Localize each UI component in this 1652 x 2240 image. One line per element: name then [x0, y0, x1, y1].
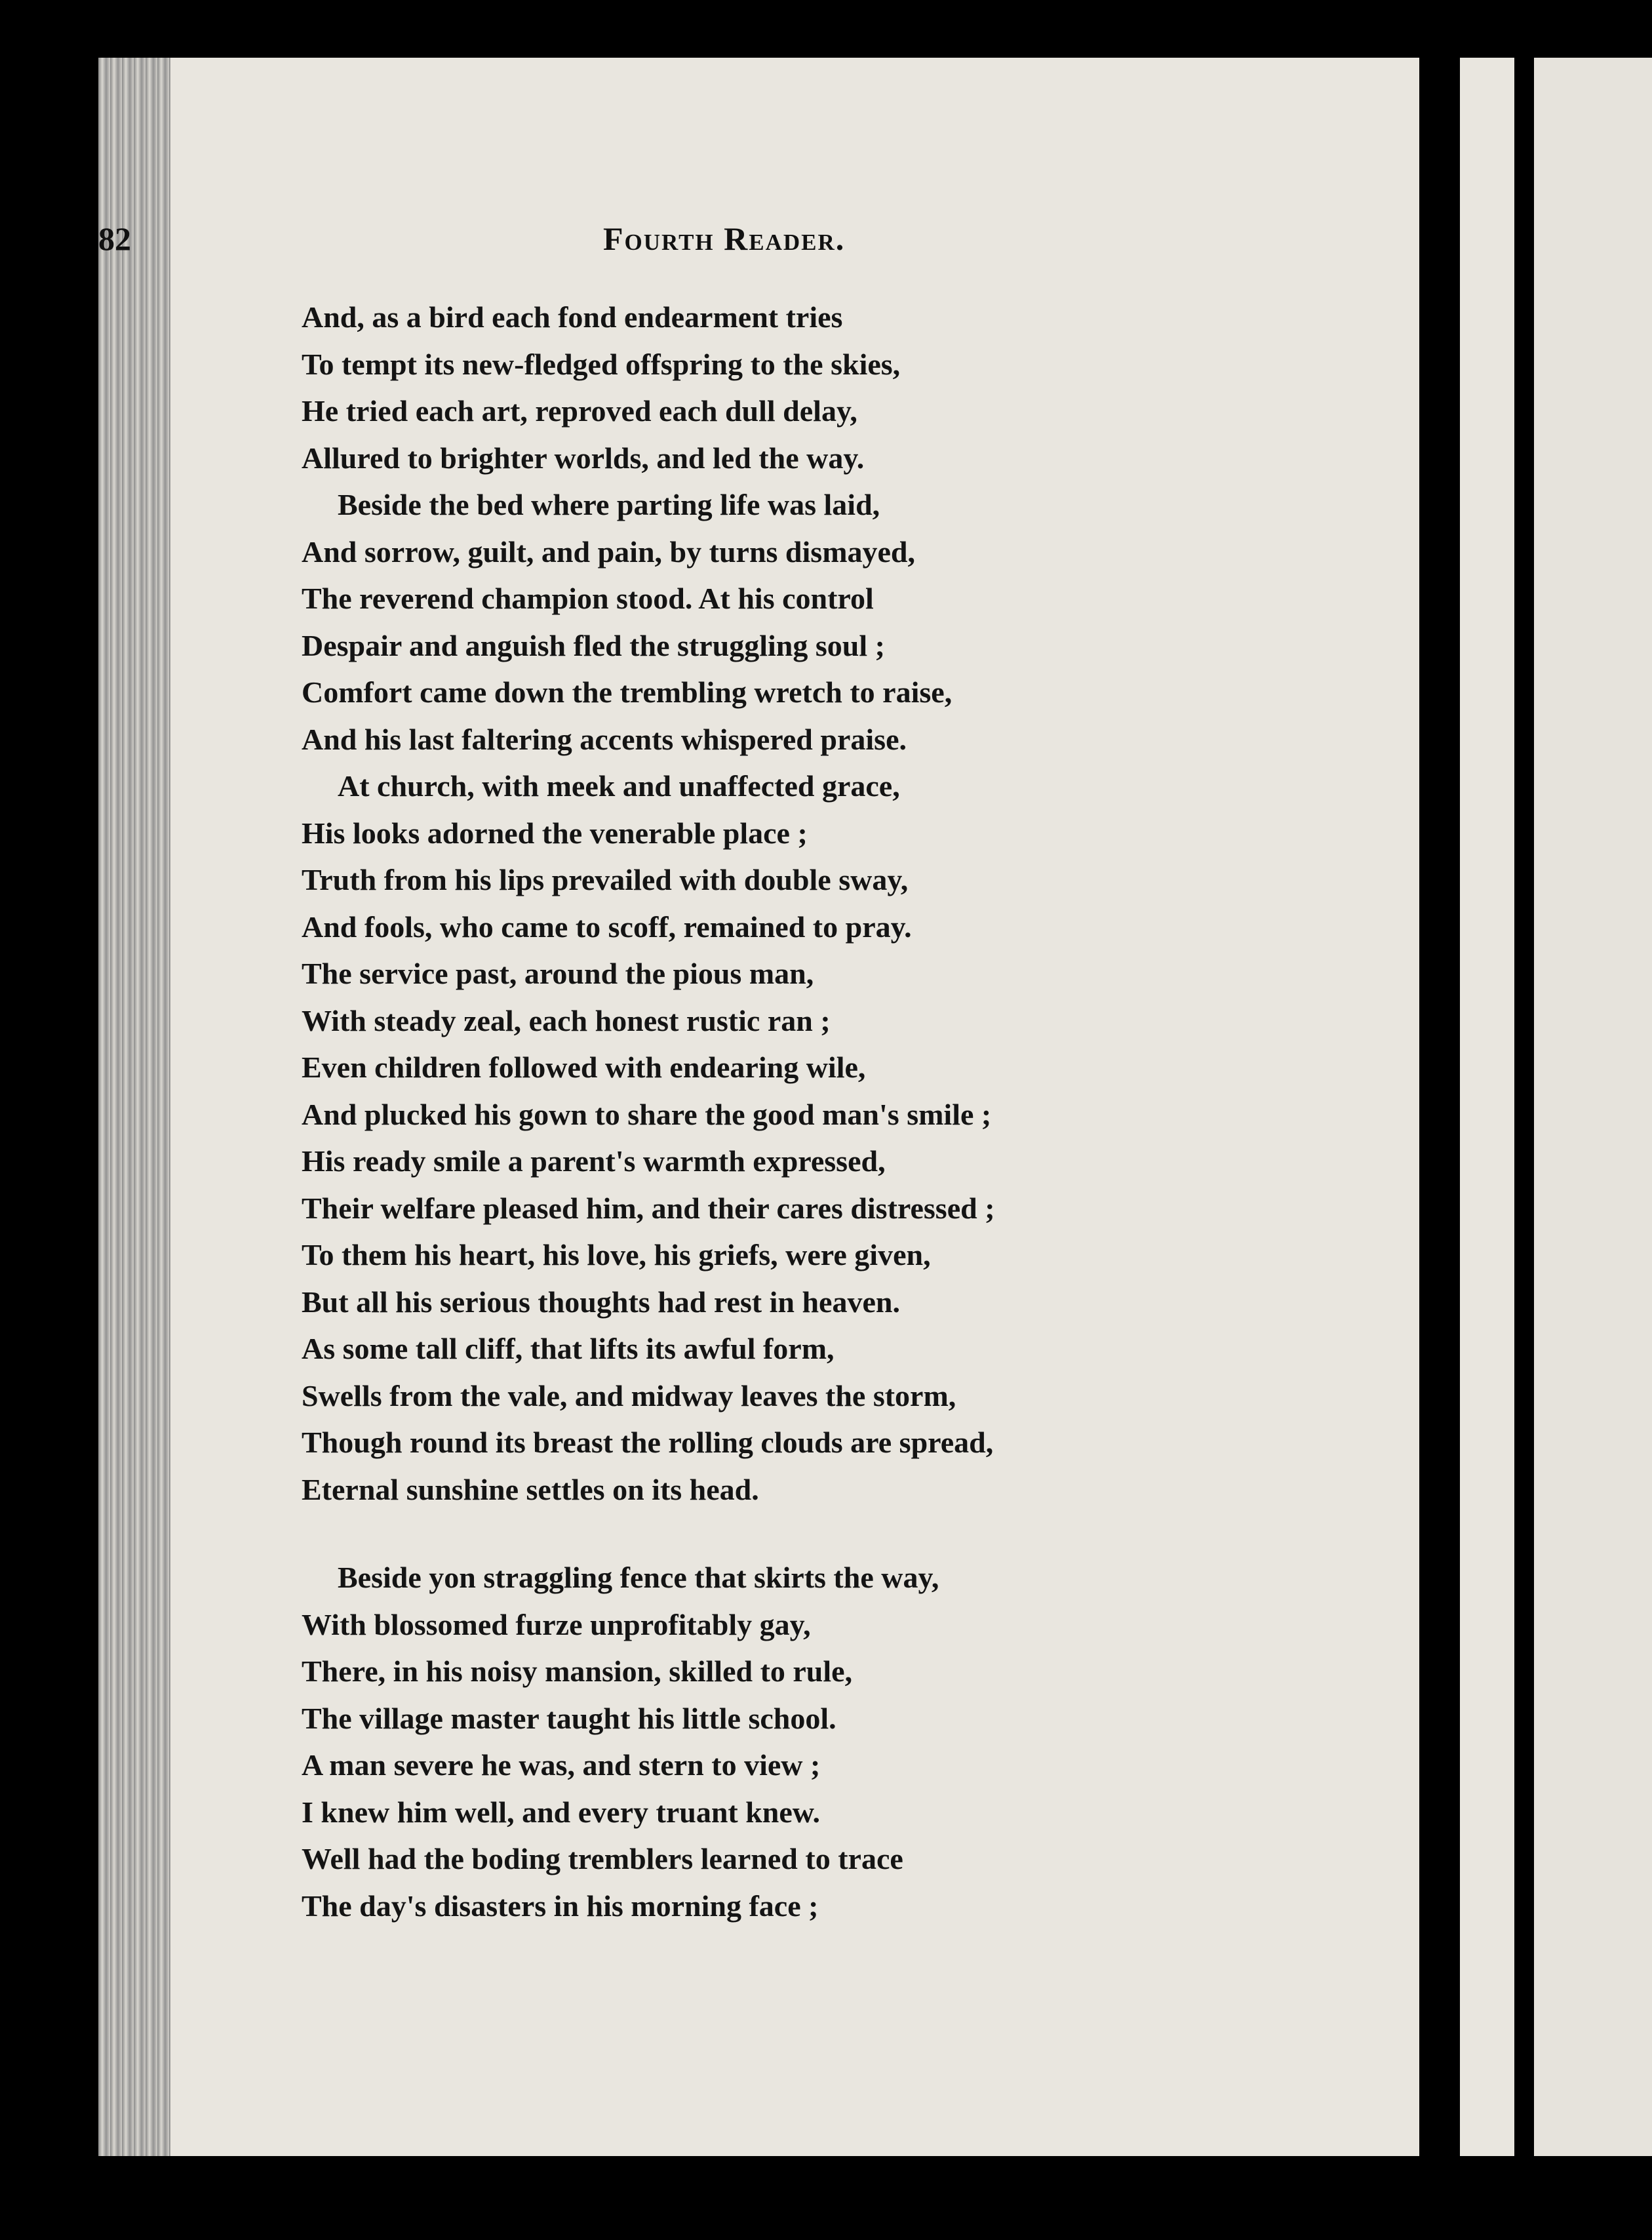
poem-line: Their welfare pleased him, and their cares distressed ; — [302, 1191, 995, 1225]
poem-line: Beside the bed where parting life was laid, — [338, 488, 880, 521]
poem-line: There, in his noisy mansion, skilled to rule, — [302, 1654, 853, 1688]
poem-line: Though round its breast the rolling clouds are spread, — [302, 1426, 994, 1459]
page-number: 82 — [98, 220, 131, 257]
poem-line: Swells from the vale, and midway leaves the storm, — [302, 1378, 956, 1412]
stanza-1 — [302, 294, 1377, 1513]
book-spine — [1419, 0, 1460, 2240]
poem-line: With steady zeal, each honest rustic ran ; — [302, 1003, 831, 1037]
poem-line: His looks adorned the venerable place ; — [302, 816, 808, 850]
poem-line: Beside yon straggling fence that skirts the way, — [338, 1561, 939, 1594]
poem-line: Truth from his lips prevailed with double sway, — [302, 863, 909, 896]
stanza-2 — [302, 1554, 1377, 1929]
poem-line: He tried each art, reproved each dull delay, — [302, 394, 857, 428]
poem-line: And fools, who came to scoff, remained to pray. — [302, 910, 912, 944]
poem-line: The day's disasters in his morning face ; — [302, 1889, 819, 1923]
poem-line: And sorrow, guilt, and pain, by turns dismayed, — [302, 534, 916, 569]
poem-line: Well had the boding tremblers learned to trace — [302, 1842, 903, 1875]
poem-line: The reverend champion stood. At his control — [302, 582, 874, 615]
poem-text — [302, 294, 1377, 1929]
poem-line: Allured to brighter worlds, and led the way. — [302, 441, 865, 475]
facing-page-edge — [1534, 58, 1652, 2156]
poem-line: And his last faltering accents whispered praise. — [302, 722, 907, 756]
poem-line: The service past, around the pious man, — [302, 957, 814, 990]
poem-line: His ready smile a parent's warmth expressed, — [302, 1144, 886, 1178]
poem-line: Even children followed with endearing wile, — [302, 1050, 866, 1084]
poem-line: With blossomed furze unprofitably gay, — [302, 1607, 811, 1641]
poem-line: A man severe he was, and stern to view ; — [302, 1748, 821, 1782]
page-edges — [98, 58, 170, 2156]
poem-line: And, as a bird each fond endearment tries — [302, 300, 843, 334]
stanza-gap — [302, 1513, 1377, 1554]
poem-line: At church, with meek and unaffected grace, — [338, 769, 900, 803]
poem-line: As some tall cliff, that lifts its awful form, — [302, 1332, 835, 1365]
poem-line: The village master taught his little school. — [302, 1701, 836, 1735]
poem-line: Despair and anguish fled the struggling soul ; — [302, 628, 885, 662]
poem-line: And plucked his gown to share the good man's smile ; — [302, 1097, 992, 1131]
poem-line: To them his heart, his love, his griefs, were given, — [302, 1238, 931, 1271]
poem-line: I knew him well, and every truant knew. — [302, 1795, 820, 1829]
poem-line: Comfort came down the trembling wretch to raise, — [302, 675, 953, 709]
poem-line: Eternal sunshine settles on its head. — [302, 1472, 759, 1506]
poem-line: To tempt its new-fledged offspring to the skies, — [302, 347, 901, 381]
running-head: Fourth Reader. — [603, 220, 846, 257]
poem-line: But all his serious thoughts had rest in heaven. — [302, 1285, 900, 1319]
